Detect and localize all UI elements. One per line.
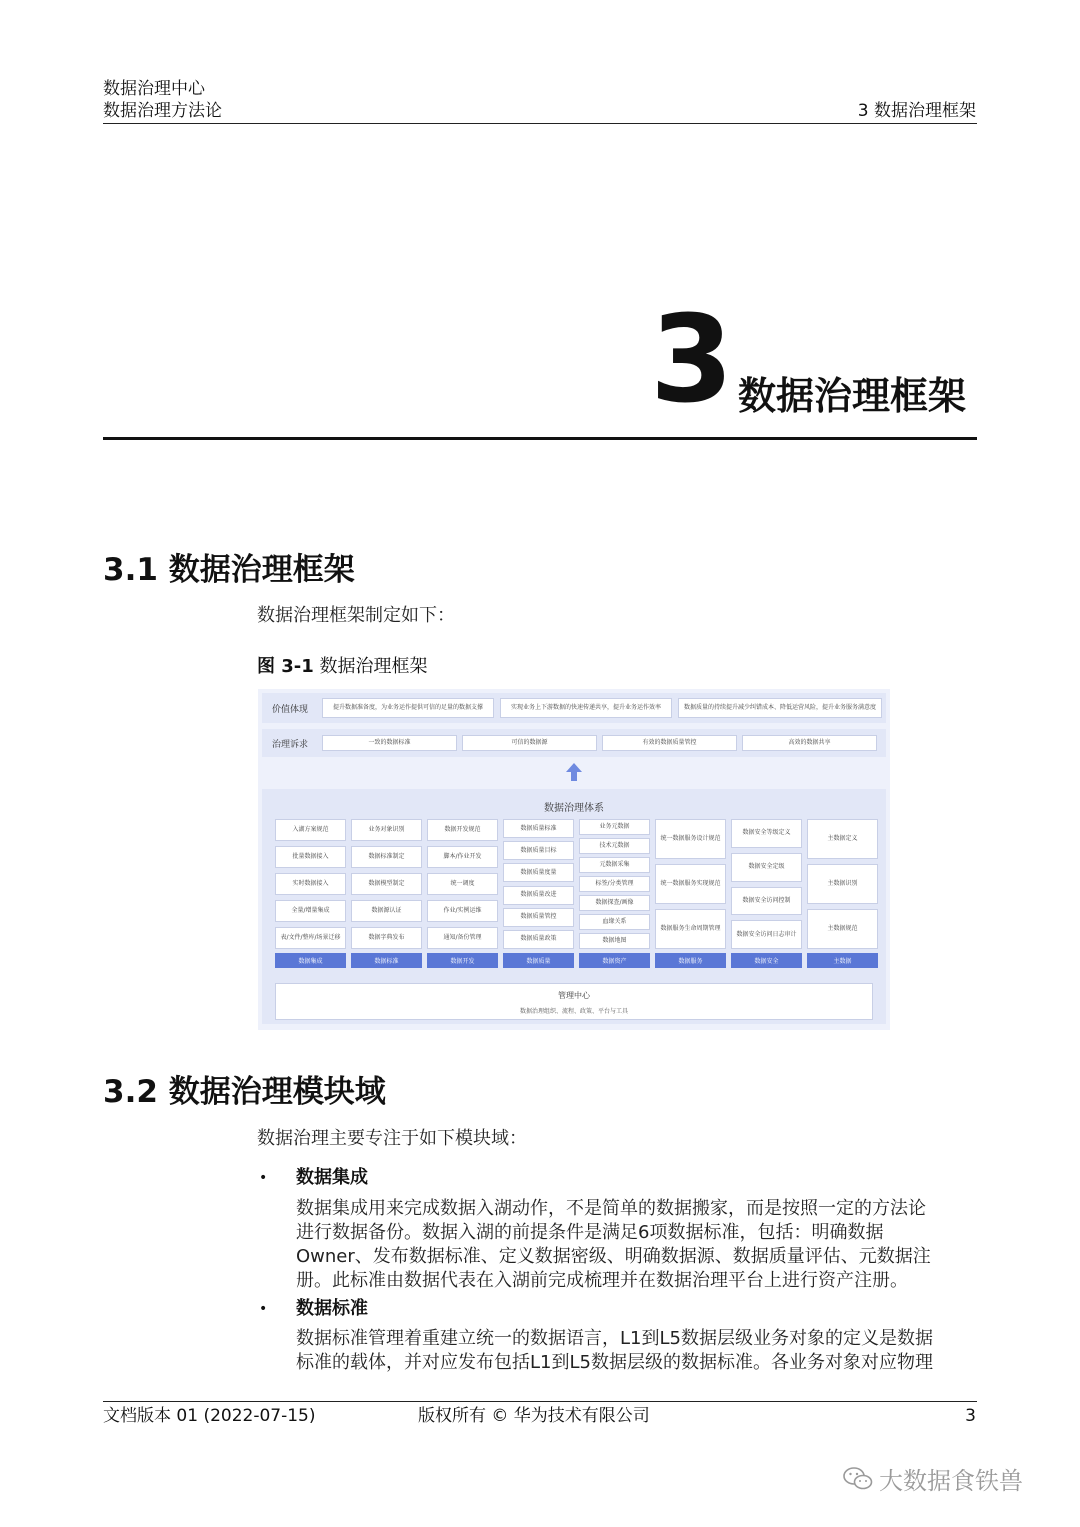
value-band (262, 693, 886, 723)
figure-title: 数据治理框架 (319, 656, 428, 677)
wechat-icon (843, 1466, 873, 1492)
category-label: 数据安全 (731, 953, 802, 968)
chapter-title: 数据治理框架 (738, 374, 967, 418)
system-cell: 主数据识别 (807, 864, 878, 904)
system-cell: 入湖方案规范 (275, 819, 346, 841)
system-cell: 数据安全访问控制 (731, 887, 802, 916)
system-cell: 统一数据服务设计规范 (655, 819, 726, 859)
item-1-line-1: 数据集成用来完成数据入湖动作，不是简单的数据搬家，而是按照一定的方法论 (296, 1198, 926, 1219)
system-cell: 数据质量改进 (503, 886, 574, 905)
system-cell: 数据安全等级定义 (731, 819, 802, 848)
system-cell: 全量/增量集成 (275, 900, 346, 922)
item-1-line-4: 册。此标准由数据代表在入湖前完成梳理并在数据治理平台上进行资产注册。 (296, 1270, 908, 1291)
up-arrow-icon (566, 763, 582, 781)
system-cell: 统一数据服务实现规范 (655, 864, 726, 904)
section-3-2-intro: 数据治理主要专注于如下模块域： (257, 1128, 527, 1149)
demand-band (262, 729, 886, 757)
watermark (843, 1461, 1023, 1496)
chapter-rule (103, 437, 977, 440)
system-cell: 作业/实例运维 (427, 900, 498, 922)
governance-system-panel (262, 789, 886, 1024)
system-cell: 数据字典发布 (351, 927, 422, 949)
system-cell: 血缘关系 (579, 914, 650, 930)
header-doc-title: 数据治理方法论 (103, 101, 222, 121)
category-label: 数据资产 (579, 953, 650, 968)
category-label: 数据开发 (427, 953, 498, 968)
item-2-body (296, 1327, 968, 1375)
footer-version: 文档版本 01 (2022-07-15) (103, 1406, 316, 1426)
system-cell: 数据安全访问日志审计 (731, 920, 802, 949)
system-cell: 主数据定义 (807, 819, 878, 859)
governance-framework-figure (258, 689, 890, 1030)
system-title: 数据治理体系 (544, 803, 604, 814)
demand-box-3: 有效的数据质量管控 (602, 735, 737, 751)
system-cell: 数据标准制定 (351, 846, 422, 868)
footer-rule (103, 1401, 977, 1402)
management-subtitle: 数据治理组织、流程、政策、平台与工具 (519, 1008, 628, 1015)
header-rule (103, 123, 977, 124)
item-2-line-2: 标准的载体，并对应发布包括L1到L5数据层级的数据标准。各业务对象对应物理 (296, 1352, 933, 1373)
item-1-line-3: Owner、发布数据标准、定义数据密级、明确数据源、数据质量评估、元数据注 (296, 1246, 931, 1267)
management-center (275, 983, 873, 1020)
header-chapter: 3 数据治理框架 (857, 101, 976, 121)
system-cell: 表/文件/整库/场景迁移 (275, 927, 346, 949)
demand-box-4: 高效的数据共享 (742, 735, 877, 751)
item-2-line-1: 数据标准管理着重建立统一的数据语言，L1到L5数据层级业务对象的定义是数据 (296, 1328, 933, 1349)
section-3-1-intro: 数据治理框架制定如下： (257, 605, 455, 626)
system-cell: 统一调度 (427, 873, 498, 895)
system-cell: 业务对象识别 (351, 819, 422, 841)
system-cell: 数据质量标准 (503, 819, 574, 838)
system-cell: 实时数据接入 (275, 873, 346, 895)
chapter-number: 3 (650, 291, 732, 430)
system-cell: 标签/分类管理 (579, 876, 650, 892)
demand-box-1: 一致的数据标准 (322, 735, 457, 751)
category-label: 主数据 (807, 953, 878, 968)
system-cell: 通知/备份管理 (427, 927, 498, 949)
watermark-text: 大数据食铁兽 (879, 1467, 1023, 1495)
item-1-line-2: 进行数据备份。数据入湖的前提条件是满足6项数据标准，包括：明确数据 (296, 1222, 884, 1243)
value-box-2: 实现业务上下游数据的快速传递共享，提升业务运作效率 (500, 698, 672, 718)
category-label: 数据质量 (503, 953, 574, 968)
system-cell: 主数据规范 (807, 909, 878, 949)
category-label: 数据标准 (351, 953, 422, 968)
system-cell: 数据探查/画像 (579, 895, 650, 911)
system-cell: 数据质量目标 (503, 841, 574, 860)
section-3-2-title: 3.2 数据治理模块域 (103, 1074, 386, 1110)
bullet-2: • (259, 1301, 268, 1317)
system-cell: 数据开发规范 (427, 819, 498, 841)
header-product: 数据治理中心 (103, 79, 205, 99)
system-cell: 技术元数据 (579, 838, 650, 854)
system-cell: 业务元数据 (579, 819, 650, 835)
bullet-1: • (259, 1170, 268, 1186)
system-cell: 数据模型制定 (351, 873, 422, 895)
item-1-title: 数据集成 (296, 1167, 368, 1188)
demand-box-2: 可信的数据源 (462, 735, 597, 751)
system-cell: 数据质量度量 (503, 863, 574, 882)
item-2-title: 数据标准 (296, 1298, 368, 1319)
value-box-3: 数据质量的持续提升减少纠错成本、降低运营风险，提升业务服务满意度 (678, 698, 882, 718)
system-cell: 数据质量政策 (503, 930, 574, 949)
system-cell: 元数据采集 (579, 857, 650, 873)
system-cell: 批量数据接入 (275, 846, 346, 868)
figure-caption (257, 655, 428, 679)
value-label: 价值体现 (272, 705, 309, 715)
figure-label: 图 3-1 (257, 656, 314, 677)
value-box-1: 提升数据准备度，为业务运作提供可信的足量的数据支撑 (322, 698, 494, 718)
system-cell: 数据源认证 (351, 900, 422, 922)
system-cell: 脚本/作业开发 (427, 846, 498, 868)
section-3-1-title: 3.1 数据治理框架 (103, 552, 355, 588)
system-cell: 数据服务生命周期管理 (655, 909, 726, 949)
demand-label: 治理诉求 (272, 740, 309, 750)
category-label: 数据服务 (655, 953, 726, 968)
system-cell: 数据安全定级 (731, 853, 802, 882)
management-title: 管理中心 (558, 991, 590, 1000)
system-cell: 数据质量管控 (503, 908, 574, 927)
item-1-body (296, 1197, 968, 1293)
system-cell: 数据地图 (579, 933, 650, 949)
category-label: 数据集成 (275, 953, 346, 968)
footer-page-number: 3 (965, 1406, 976, 1426)
header-left (103, 78, 222, 122)
footer-copyright: 版权所有 © 华为技术有限公司 (418, 1406, 650, 1426)
